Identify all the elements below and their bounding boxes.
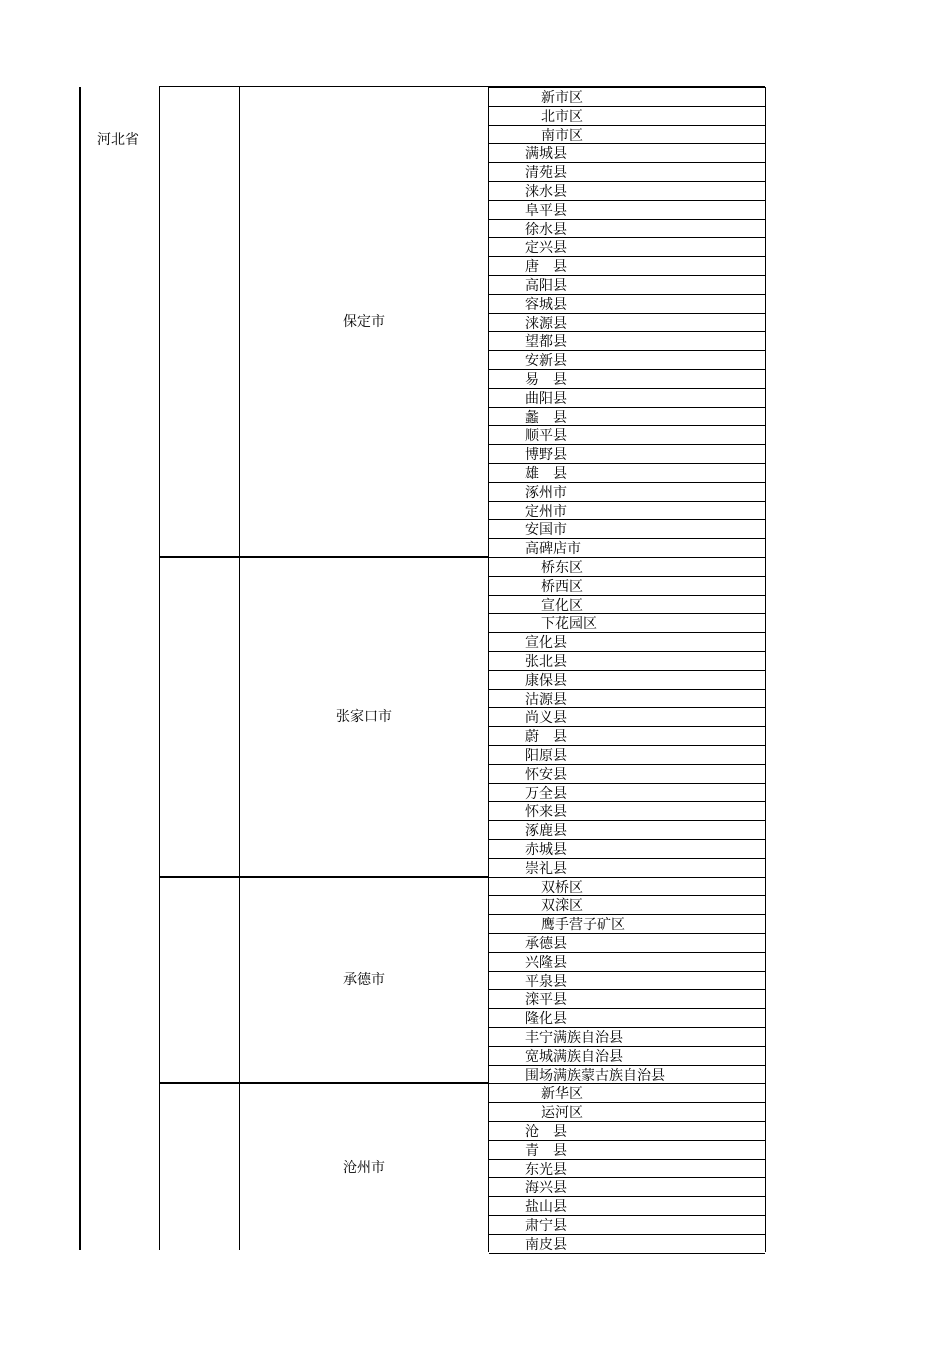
county-name: 涿州市: [525, 484, 567, 501]
city-name: 沧州市: [343, 1160, 385, 1176]
county-row: [489, 163, 765, 182]
county-name: 鹰手营子矿区: [541, 917, 625, 934]
county-row: [489, 1122, 765, 1141]
county-name: 围场满族蒙古族自治县: [525, 1067, 665, 1084]
county-name: 高阳县: [525, 278, 567, 294]
county-name: 肃宁县: [525, 1217, 567, 1234]
county-name: 沽源县: [525, 691, 567, 708]
county-row: [489, 426, 765, 445]
city-name: 张家口市: [336, 708, 392, 725]
column-divider-1: [159, 87, 160, 1250]
county-name: 望都县: [525, 334, 567, 351]
county-name: 东光县: [525, 1161, 567, 1178]
county-row: [489, 389, 765, 408]
county-name: 蠡 县: [525, 409, 567, 426]
county-row: [489, 370, 765, 389]
county-name: 承德县: [525, 935, 567, 952]
county-name: 满城县: [525, 146, 567, 163]
county-row: [489, 558, 765, 577]
county-name: 青 县: [525, 1142, 567, 1159]
county-name: 南市区: [541, 127, 583, 144]
county-row: [489, 1047, 765, 1066]
county-row: [489, 445, 765, 464]
county-row: [489, 1066, 765, 1085]
county-name: 康保县: [525, 672, 567, 689]
county-row: [489, 220, 765, 239]
county-row: [489, 633, 765, 652]
county-name: 北市区: [541, 108, 583, 125]
county-name: 宣化县: [525, 635, 567, 652]
county-row: [489, 934, 765, 953]
county-name: 赤城县: [525, 842, 567, 858]
county-name: 顺平县: [525, 428, 567, 445]
county-name: 平泉县: [525, 973, 567, 990]
county-row: [489, 746, 765, 765]
county-row: [489, 1009, 765, 1028]
county-row: [489, 765, 765, 784]
county-row: [489, 464, 765, 483]
county-name: 容城县: [525, 296, 567, 313]
county-list: [488, 87, 766, 558]
county-name: 海兴县: [525, 1180, 567, 1197]
county-name: 运河区: [541, 1105, 583, 1122]
county-name: 新华区: [541, 1086, 583, 1103]
county-name: 阜平县: [525, 202, 567, 219]
city-name: 保定市: [343, 314, 385, 330]
county-row: [489, 408, 765, 427]
county-list: [488, 1083, 766, 1252]
city-group-separator: [159, 876, 489, 878]
county-row: [489, 1103, 765, 1122]
county-row: [489, 520, 765, 539]
county-row: [489, 1235, 765, 1254]
county-row: [489, 972, 765, 991]
county-row: [489, 915, 765, 934]
county-row: [489, 126, 765, 145]
county-name: 高碑店市: [525, 541, 581, 558]
county-row: [489, 1141, 765, 1160]
county-name: 兴隆县: [525, 954, 567, 971]
county-name: 蔚 县: [525, 729, 567, 746]
county-name: 博野县: [525, 447, 567, 464]
county-row: [489, 483, 765, 502]
county-name: 安国市: [525, 522, 567, 539]
county-name: 怀来县: [525, 804, 567, 821]
county-row: [489, 596, 765, 615]
county-name: 涿鹿县: [525, 823, 567, 840]
county-name: 易 县: [525, 372, 567, 388]
county-name: 清苑县: [525, 165, 567, 182]
county-name: 怀安县: [525, 766, 567, 783]
county-name: 徐水县: [525, 221, 567, 238]
county-name: 安新县: [525, 353, 567, 370]
column-divider-2: [239, 87, 240, 1250]
county-name: 双桥区: [541, 879, 583, 896]
county-name: 涞水县: [525, 184, 567, 200]
county-row: [489, 332, 765, 351]
county-name: 南皮县: [525, 1236, 567, 1253]
county-row: [489, 671, 765, 690]
county-row: [489, 295, 765, 314]
county-name: 双滦区: [541, 898, 583, 915]
county-row: [489, 1028, 765, 1047]
county-name: 唐 县: [525, 259, 567, 276]
county-row: [489, 708, 765, 727]
county-name: 沧 县: [525, 1123, 567, 1140]
county-row: [489, 878, 765, 897]
county-row: [489, 784, 765, 803]
county-list: [488, 557, 766, 878]
county-row: [489, 1160, 765, 1179]
county-name: 定州市: [525, 503, 567, 520]
county-row: [489, 351, 765, 370]
county-name: 曲阳县: [525, 390, 567, 407]
county-name: 雄 县: [525, 466, 567, 482]
county-row: [489, 502, 765, 521]
county-row: [489, 690, 765, 709]
county-row: [489, 1197, 765, 1216]
county-row: [489, 821, 765, 840]
city-group-separator: [159, 556, 489, 558]
county-name: 涞源县: [525, 315, 567, 332]
county-name: 桥东区: [541, 560, 583, 576]
county-row: [489, 577, 765, 596]
county-name: 阳原县: [525, 748, 567, 764]
province-name: 河北省: [97, 132, 139, 148]
county-row: [489, 257, 765, 276]
county-row: [489, 88, 765, 107]
county-row: [489, 238, 765, 257]
county-name: 张北县: [525, 654, 567, 670]
county-row: [489, 652, 765, 671]
county-name: 桥西区: [541, 578, 583, 595]
county-row: [489, 990, 765, 1009]
county-row: [489, 840, 765, 859]
county-name: 下花园区: [541, 616, 597, 633]
county-row: [489, 727, 765, 746]
left-border: [79, 87, 81, 1250]
county-row: [489, 614, 765, 633]
county-row: [489, 314, 765, 333]
county-name: 宽城满族自治县: [525, 1048, 623, 1065]
county-row: [489, 1178, 765, 1197]
county-row: [489, 201, 765, 220]
county-name: 崇礼县: [525, 860, 567, 877]
county-name: 万全县: [525, 785, 567, 802]
county-list: [488, 877, 766, 1085]
county-name: 丰宁满族自治县: [525, 1029, 623, 1046]
county-name: 新市区: [541, 90, 583, 106]
city-group-separator: [159, 1082, 489, 1084]
county-row: [489, 276, 765, 295]
county-name: 宣化区: [541, 597, 583, 614]
county-name: 滦平县: [525, 992, 567, 1009]
county-row: [489, 1084, 765, 1103]
county-name: 盐山县: [525, 1199, 567, 1216]
county-name: 定兴县: [525, 240, 567, 257]
county-name: 尚义县: [525, 710, 567, 727]
county-row: [489, 1216, 765, 1235]
county-row: [489, 107, 765, 126]
county-row: [489, 144, 765, 163]
county-row: [489, 182, 765, 201]
county-name: 隆化县: [525, 1011, 567, 1028]
county-row: [489, 896, 765, 915]
county-row: [489, 539, 765, 558]
city-name: 承德市: [343, 972, 385, 988]
county-row: [489, 802, 765, 821]
county-row: [489, 859, 765, 878]
county-row: [489, 953, 765, 972]
